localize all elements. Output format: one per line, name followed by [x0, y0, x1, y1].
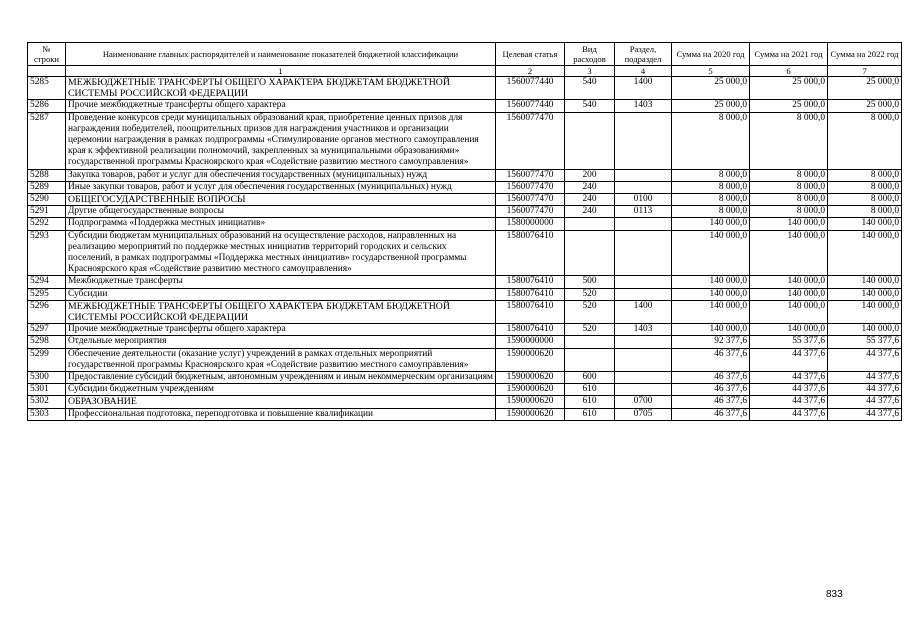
expense-type-cell: 520: [565, 288, 615, 300]
expense-type-cell: 540: [565, 77, 615, 100]
table-row: [28, 324, 902, 336]
row-number-cell: 5295: [28, 288, 66, 300]
table-row: [28, 336, 902, 348]
header-sum-2020: Сумма на 2020 год: [672, 43, 750, 66]
sum-2021-cell: 140 000,0: [750, 276, 828, 288]
section-cell: 0705: [615, 408, 672, 420]
sum-2022-cell: 44 377,6: [828, 372, 902, 384]
sum-2021-cell: 44 377,6: [750, 384, 828, 396]
sum-2022-cell: 8 000,0: [828, 206, 902, 218]
row-number-cell: 5289: [28, 181, 66, 193]
sum-2020-cell: 46 377,6: [672, 396, 750, 408]
sum-2021-cell: 140 000,0: [750, 288, 828, 300]
expense-type-cell: 540: [565, 100, 615, 112]
sum-2021-cell: 44 377,6: [750, 396, 828, 408]
expense-type-cell: 610: [565, 396, 615, 408]
expense-type-cell: 240: [565, 181, 615, 193]
target-article-cell: 1590000620: [496, 408, 565, 420]
expense-type-cell: 200: [565, 169, 615, 181]
row-number-cell: 5303: [28, 408, 66, 420]
column-number: [28, 66, 66, 77]
table-row: [28, 77, 902, 100]
sum-2021-cell: 140 000,0: [750, 324, 828, 336]
row-number-cell: 5294: [28, 276, 66, 288]
sum-2020-cell: 140 000,0: [672, 288, 750, 300]
sum-2022-cell: 44 377,6: [828, 408, 902, 420]
sum-2022-cell: 140 000,0: [828, 324, 902, 336]
sum-2020-cell: 8 000,0: [672, 206, 750, 218]
section-cell: 1403: [615, 100, 672, 112]
indicator-name-cell: Закупка товаров, работ и услуг для обеспечения государственных (муниципальных) нужд: [66, 169, 496, 181]
indicator-name-cell: Профессиональная подготовка, переподготовка и повышение квалификации: [66, 408, 496, 420]
section-cell: [615, 181, 672, 193]
section-cell: 1400: [615, 300, 672, 323]
column-number: 5: [672, 66, 750, 77]
sum-2021-cell: 8 000,0: [750, 169, 828, 181]
header-row: [28, 43, 902, 66]
table-row: [28, 169, 902, 181]
sum-2022-cell: 140 000,0: [828, 230, 902, 276]
expense-type-cell: 240: [565, 206, 615, 218]
table-row: [28, 408, 902, 420]
indicator-name-cell: МЕЖБЮДЖЕТНЫЕ ТРАНСФЕРТЫ ОБЩЕГО ХАРАКТЕРА БЮДЖЕТАМ БЮДЖЕТНОЙ СИСТЕМЫ РОССИЙСКОЙ ФЕДЕРАЦИИ: [66, 300, 496, 323]
indicator-name-cell: Прочие межбюджетные трансферты общего характера: [66, 100, 496, 112]
target-article-cell: 1560077470: [496, 206, 565, 218]
sum-2020-cell: 140 000,0: [672, 324, 750, 336]
section-cell: [615, 348, 672, 371]
table-row: [28, 218, 902, 230]
table-row: [28, 384, 902, 396]
expense-type-cell: 500: [565, 276, 615, 288]
sum-2020-cell: 8 000,0: [672, 194, 750, 206]
target-article-cell: 1560077470: [496, 112, 565, 169]
indicator-name-cell: Субсидии бюджетным учреждениям: [66, 384, 496, 396]
section-cell: [615, 230, 672, 276]
column-number: 6: [750, 66, 828, 77]
sum-2022-cell: 55 377,6: [828, 336, 902, 348]
sum-2020-cell: 92 377,6: [672, 336, 750, 348]
expense-type-cell: [565, 230, 615, 276]
section-cell: [615, 169, 672, 181]
sum-2022-cell: 140 000,0: [828, 218, 902, 230]
sum-2021-cell: 140 000,0: [750, 218, 828, 230]
indicator-name-cell: Подпрограмма «Поддержка местных инициатив»: [66, 218, 496, 230]
target-article-cell: 1560077440: [496, 77, 565, 100]
sum-2021-cell: 140 000,0: [750, 300, 828, 323]
table-row: [28, 396, 902, 408]
table-row: [28, 230, 902, 276]
table-row: [28, 206, 902, 218]
indicator-name-cell: Другие общегосударственные вопросы: [66, 206, 496, 218]
section-cell: [615, 288, 672, 300]
row-number-cell: 5288: [28, 169, 66, 181]
row-number-cell: 5285: [28, 77, 66, 100]
sum-2020-cell: 46 377,6: [672, 408, 750, 420]
section-cell: 0100: [615, 194, 672, 206]
target-article-cell: 1580076410: [496, 276, 565, 288]
section-cell: [615, 112, 672, 169]
budget-table: [27, 42, 902, 421]
row-number-cell: 5287: [28, 112, 66, 169]
section-cell: [615, 372, 672, 384]
expense-type-cell: 610: [565, 384, 615, 396]
indicator-name-cell: Прочие межбюджетные трансферты общего характера: [66, 324, 496, 336]
sum-2022-cell: 8 000,0: [828, 181, 902, 193]
sum-2022-cell: 44 377,6: [828, 384, 902, 396]
sum-2022-cell: 140 000,0: [828, 276, 902, 288]
header-sum-2022: Сумма на 2022 год: [828, 43, 902, 66]
section-cell: 1403: [615, 324, 672, 336]
sum-2021-cell: 8 000,0: [750, 112, 828, 169]
sum-2020-cell: 140 000,0: [672, 276, 750, 288]
column-number: 4: [615, 66, 672, 77]
row-number-cell: 5298: [28, 336, 66, 348]
target-article-cell: 1580076410: [496, 324, 565, 336]
sum-2022-cell: 8 000,0: [828, 169, 902, 181]
table-row: [28, 112, 902, 169]
sum-2021-cell: 44 377,6: [750, 348, 828, 371]
header-expense-type: Вид расходов: [565, 43, 615, 66]
row-number-cell: 5302: [28, 396, 66, 408]
expense-type-cell: 520: [565, 324, 615, 336]
expense-type-cell: 600: [565, 372, 615, 384]
sum-2020-cell: 8 000,0: [672, 181, 750, 193]
indicator-name-cell: МЕЖБЮДЖЕТНЫЕ ТРАНСФЕРТЫ ОБЩЕГО ХАРАКТЕРА БЮДЖЕТАМ БЮДЖЕТНОЙ СИСТЕМЫ РОССИЙСКОЙ ФЕДЕРАЦИИ: [66, 77, 496, 100]
expense-type-cell: [565, 348, 615, 371]
section-cell: 0700: [615, 396, 672, 408]
section-cell: 1400: [615, 77, 672, 100]
indicator-name-cell: Предоставление субсидий бюджетным, автономным учреждениям и иным некоммерческим организациям: [66, 372, 496, 384]
section-cell: 0113: [615, 206, 672, 218]
indicator-name-cell: ОБЩЕГОСУДАРСТВЕННЫЕ ВОПРОСЫ: [66, 194, 496, 206]
sum-2021-cell: 55 377,6: [750, 336, 828, 348]
sum-2021-cell: 140 000,0: [750, 230, 828, 276]
indicator-name-cell: Субсидии бюджетам муниципальных образований на осуществление расходов, направленных на реализацию мероприятий по поддержке местных инициатив территорий городских и сельских поселений, в рамках подпрограммы «Поддержка местных инициатив» государственной программы Красноярского края «Содействие развитию местного самоуправления»: [66, 230, 496, 276]
table-row: [28, 181, 902, 193]
expense-type-cell: 520: [565, 300, 615, 323]
table-row: [28, 100, 902, 112]
sum-2021-cell: 44 377,6: [750, 372, 828, 384]
row-number-cell: 5293: [28, 230, 66, 276]
header-section: Раздел, подраздел: [615, 43, 672, 66]
indicator-name-cell: Иные закупки товаров, работ и услуг для обеспечения государственных (муниципальных) нужд: [66, 181, 496, 193]
column-number-row: [28, 66, 902, 77]
section-cell: [615, 276, 672, 288]
expense-type-cell: [565, 218, 615, 230]
sum-2020-cell: 46 377,6: [672, 372, 750, 384]
indicator-name-cell: Межбюджетные трансферты: [66, 276, 496, 288]
expense-type-cell: 610: [565, 408, 615, 420]
sum-2020-cell: 8 000,0: [672, 112, 750, 169]
row-number-cell: 5300: [28, 372, 66, 384]
sum-2020-cell: 25 000,0: [672, 100, 750, 112]
sum-2021-cell: 8 000,0: [750, 181, 828, 193]
sum-2022-cell: 140 000,0: [828, 288, 902, 300]
sum-2021-cell: 25 000,0: [750, 100, 828, 112]
target-article-cell: 1560077470: [496, 181, 565, 193]
sum-2020-cell: 46 377,6: [672, 384, 750, 396]
column-number: 1: [66, 66, 496, 77]
target-article-cell: 1580076410: [496, 230, 565, 276]
header-name: Наименование главных распорядителей и наименование показателей бюджетной классификации: [66, 43, 496, 66]
sum-2021-cell: 8 000,0: [750, 194, 828, 206]
row-number-cell: 5296: [28, 300, 66, 323]
header-sum-2021: Сумма на 2021 год: [750, 43, 828, 66]
target-article-cell: 1590000620: [496, 372, 565, 384]
column-number: 2: [496, 66, 565, 77]
target-article-cell: 1590000620: [496, 384, 565, 396]
sum-2022-cell: 44 377,6: [828, 396, 902, 408]
indicator-name-cell: Отдельные мероприятия: [66, 336, 496, 348]
sum-2021-cell: 44 377,6: [750, 408, 828, 420]
page-number: 833: [826, 589, 843, 600]
row-number-cell: 5299: [28, 348, 66, 371]
sum-2020-cell: 140 000,0: [672, 230, 750, 276]
sum-2020-cell: 25 000,0: [672, 77, 750, 100]
target-article-cell: 1590000000: [496, 336, 565, 348]
sum-2021-cell: 25 000,0: [750, 77, 828, 100]
target-article-cell: 1560077470: [496, 169, 565, 181]
header-target-article: Целевая статья: [496, 43, 565, 66]
sum-2022-cell: 8 000,0: [828, 194, 902, 206]
sum-2022-cell: 44 377,6: [828, 348, 902, 371]
sum-2022-cell: 25 000,0: [828, 77, 902, 100]
row-number-cell: 5301: [28, 384, 66, 396]
table-row: [28, 288, 902, 300]
expense-type-cell: [565, 336, 615, 348]
row-number-cell: 5291: [28, 206, 66, 218]
table-row: [28, 300, 902, 323]
table-row: [28, 348, 902, 371]
sum-2021-cell: 8 000,0: [750, 206, 828, 218]
sum-2022-cell: 8 000,0: [828, 112, 902, 169]
row-number-cell: 5297: [28, 324, 66, 336]
expense-type-cell: 240: [565, 194, 615, 206]
indicator-name-cell: Субсидии: [66, 288, 496, 300]
column-number: 3: [565, 66, 615, 77]
row-number-cell: 5290: [28, 194, 66, 206]
row-number-cell: 5286: [28, 100, 66, 112]
indicator-name-cell: ОБРАЗОВАНИЕ: [66, 396, 496, 408]
indicator-name-cell: Обеспечение деятельности (оказание услуг) учреждений в рамках отдельных мероприятий государственной программы Красноярского края «Содействие развитию местного самоуправления»: [66, 348, 496, 371]
target-article-cell: 1580000000: [496, 218, 565, 230]
section-cell: [615, 384, 672, 396]
target-article-cell: 1590000620: [496, 396, 565, 408]
table-row: [28, 194, 902, 206]
row-number-cell: 5292: [28, 218, 66, 230]
sum-2020-cell: 46 377,6: [672, 348, 750, 371]
target-article-cell: 1580076410: [496, 288, 565, 300]
sum-2020-cell: 140 000,0: [672, 300, 750, 323]
target-article-cell: 1590000620: [496, 348, 565, 371]
section-cell: [615, 336, 672, 348]
column-number: 7: [828, 66, 902, 77]
table-row: [28, 372, 902, 384]
target-article-cell: 1560077470: [496, 194, 565, 206]
expense-type-cell: [565, 112, 615, 169]
indicator-name-cell: Проведение конкурсов среди муниципальных образований края, приобретение ценных призов для награждения победителей, поощрительных призов для награждения участников и организации церемонии награждения в рамках подпрограммы «Стимулирование органов местного самоуправления края к эффективной реализации полномочий, закрепленных за муниципальными образованиями» государственной программы Красноярского края «Содействие развитию местного самоуправления»: [66, 112, 496, 169]
table-row: [28, 276, 902, 288]
target-article-cell: 1560077440: [496, 100, 565, 112]
sum-2022-cell: 25 000,0: [828, 100, 902, 112]
sum-2020-cell: 140 000,0: [672, 218, 750, 230]
sum-2020-cell: 8 000,0: [672, 169, 750, 181]
header-row-number: № строки: [28, 43, 66, 66]
sum-2022-cell: 140 000,0: [828, 300, 902, 323]
target-article-cell: 1580076410: [496, 300, 565, 323]
section-cell: [615, 218, 672, 230]
